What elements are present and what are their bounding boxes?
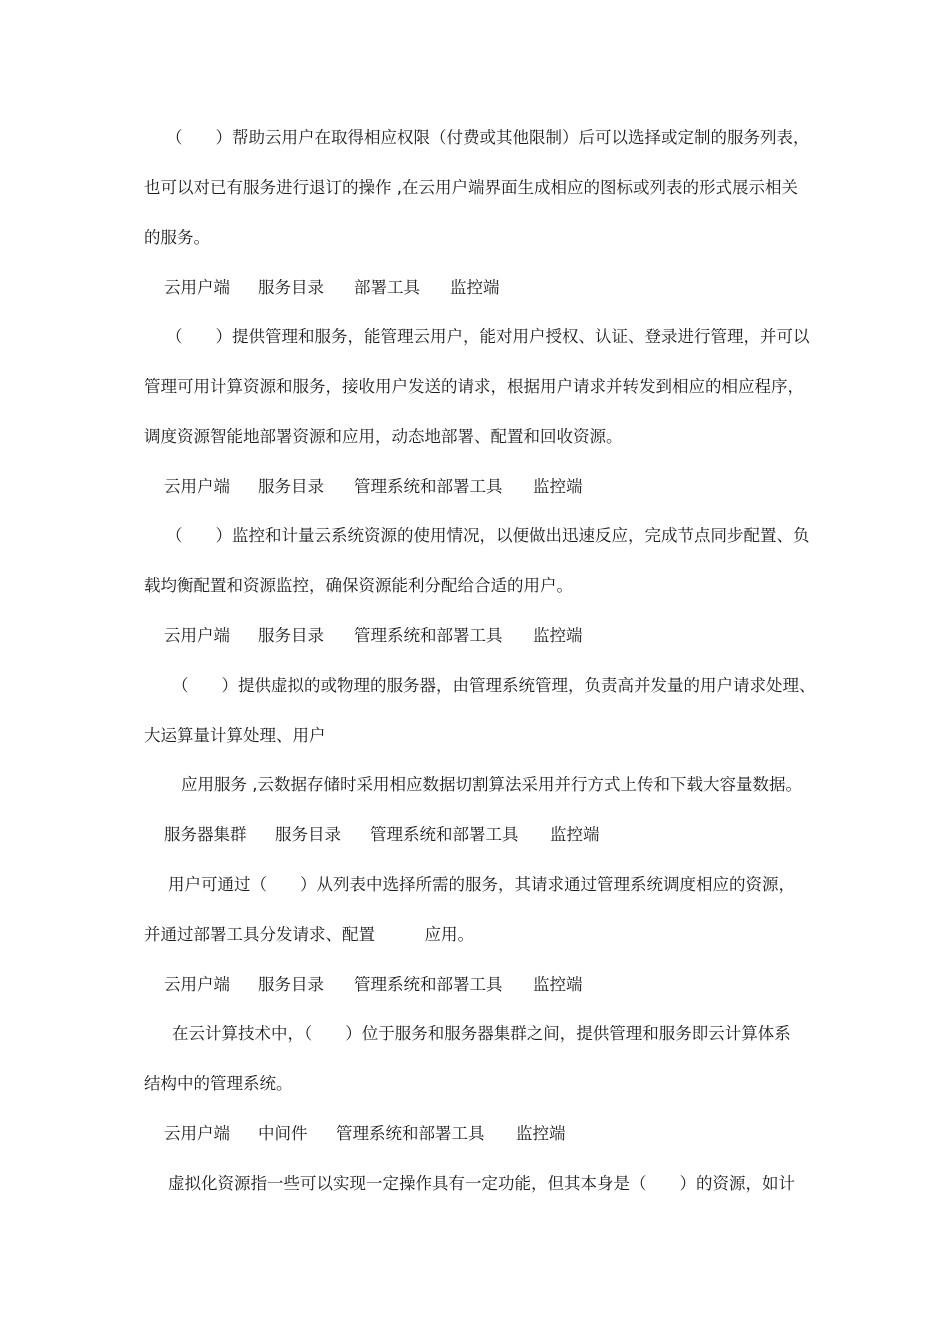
q2-option-d: 监控端	[533, 477, 583, 496]
q5-option-c: 管理系统和部署工具	[354, 975, 503, 994]
q2-line-2: 管理可用计算资源和服务，接收用户发送的请求，根据用户请求并转发到相应的相应程序，	[144, 377, 804, 396]
q1-line-3: 的服务。	[144, 228, 210, 247]
q5-line-2: 并通过部署工具分发请求、配置 应用。	[144, 925, 474, 944]
q1-option-d: 监控端	[450, 278, 500, 297]
q5-line-1: 用户可通过（ ）从列表中选择所需的服务，其请求通过管理系统调度相应的资源，	[168, 875, 795, 894]
q6-option-a: 云用户端	[164, 1124, 230, 1143]
q2-line-1: （ ）提供管理和服务，能管理云用户，能对用户授权、认证、登录进行管理，并可以	[166, 327, 810, 346]
q2-line-3: 调度资源智能地部署资源和应用，动态地部署、配置和回收资源。	[144, 427, 623, 446]
q1-option-a: 云用户端	[164, 278, 230, 297]
q1-line-2: 也可以对已有服务进行退订的操作 ,在云用户端界面生成相应的图标或列表的形式展示相关	[144, 178, 798, 197]
q3-option-d: 监控端	[533, 626, 583, 645]
q5-option-b: 服务目录	[258, 975, 324, 994]
q4-line-3: 应用服务 ,云数据存储时采用相应数据切割算法采用并行方式上传和下载大容量数据。	[181, 775, 802, 794]
q4-option-d: 监控端	[550, 825, 600, 844]
q6-option-b: 中间件	[258, 1124, 308, 1143]
q3-line-1: （ ）监控和计量云系统资源的使用情况，以便做出迅速反应，完成节点同步配置、负	[166, 526, 810, 545]
q1-option-c: 部署工具	[354, 278, 420, 297]
q3-option-b: 服务目录	[258, 626, 324, 645]
q3-option-c: 管理系统和部署工具	[354, 626, 503, 645]
q4-line-2: 大运算量计算处理、用户	[144, 726, 326, 745]
q4-option-c: 管理系统和部署工具	[370, 825, 519, 844]
q4-option-b: 服务目录	[275, 825, 341, 844]
q5-option-a: 云用户端	[164, 975, 230, 994]
q6-option-d: 监控端	[516, 1124, 566, 1143]
q3-line-2: 载均衡配置和资源监控，确保资源能利分配给合适的用户。	[144, 576, 573, 595]
q7-line-1: 虚拟化资源指一些可以实现一定操作具有一定功能，但其本身是（ ）的资源，如计	[168, 1174, 795, 1193]
q1-line-1: （ ）帮助云用户在取得相应权限（付费或其他限制）后可以选择或定制的服务列表，	[166, 128, 810, 147]
q4-option-a: 服务器集群	[164, 825, 247, 844]
q6-option-c: 管理系统和部署工具	[336, 1124, 485, 1143]
q4-line-1: （ ）提供虚拟的或物理的服务器，由管理系统管理，负责高并发量的用户请求处理、	[172, 676, 816, 695]
q1-option-b: 服务目录	[258, 278, 324, 297]
q6-line-1: 在云计算技术中，（ ）位于服务和服务器集群之间，提供管理和服务即云计算体系	[172, 1024, 791, 1043]
q3-option-a: 云用户端	[164, 626, 230, 645]
q2-option-b: 服务目录	[258, 477, 324, 496]
q5-option-d: 监控端	[533, 975, 583, 994]
q6-line-2: 结构中的管理系统。	[144, 1074, 293, 1093]
q2-option-c: 管理系统和部署工具	[354, 477, 503, 496]
q2-option-a: 云用户端	[164, 477, 230, 496]
